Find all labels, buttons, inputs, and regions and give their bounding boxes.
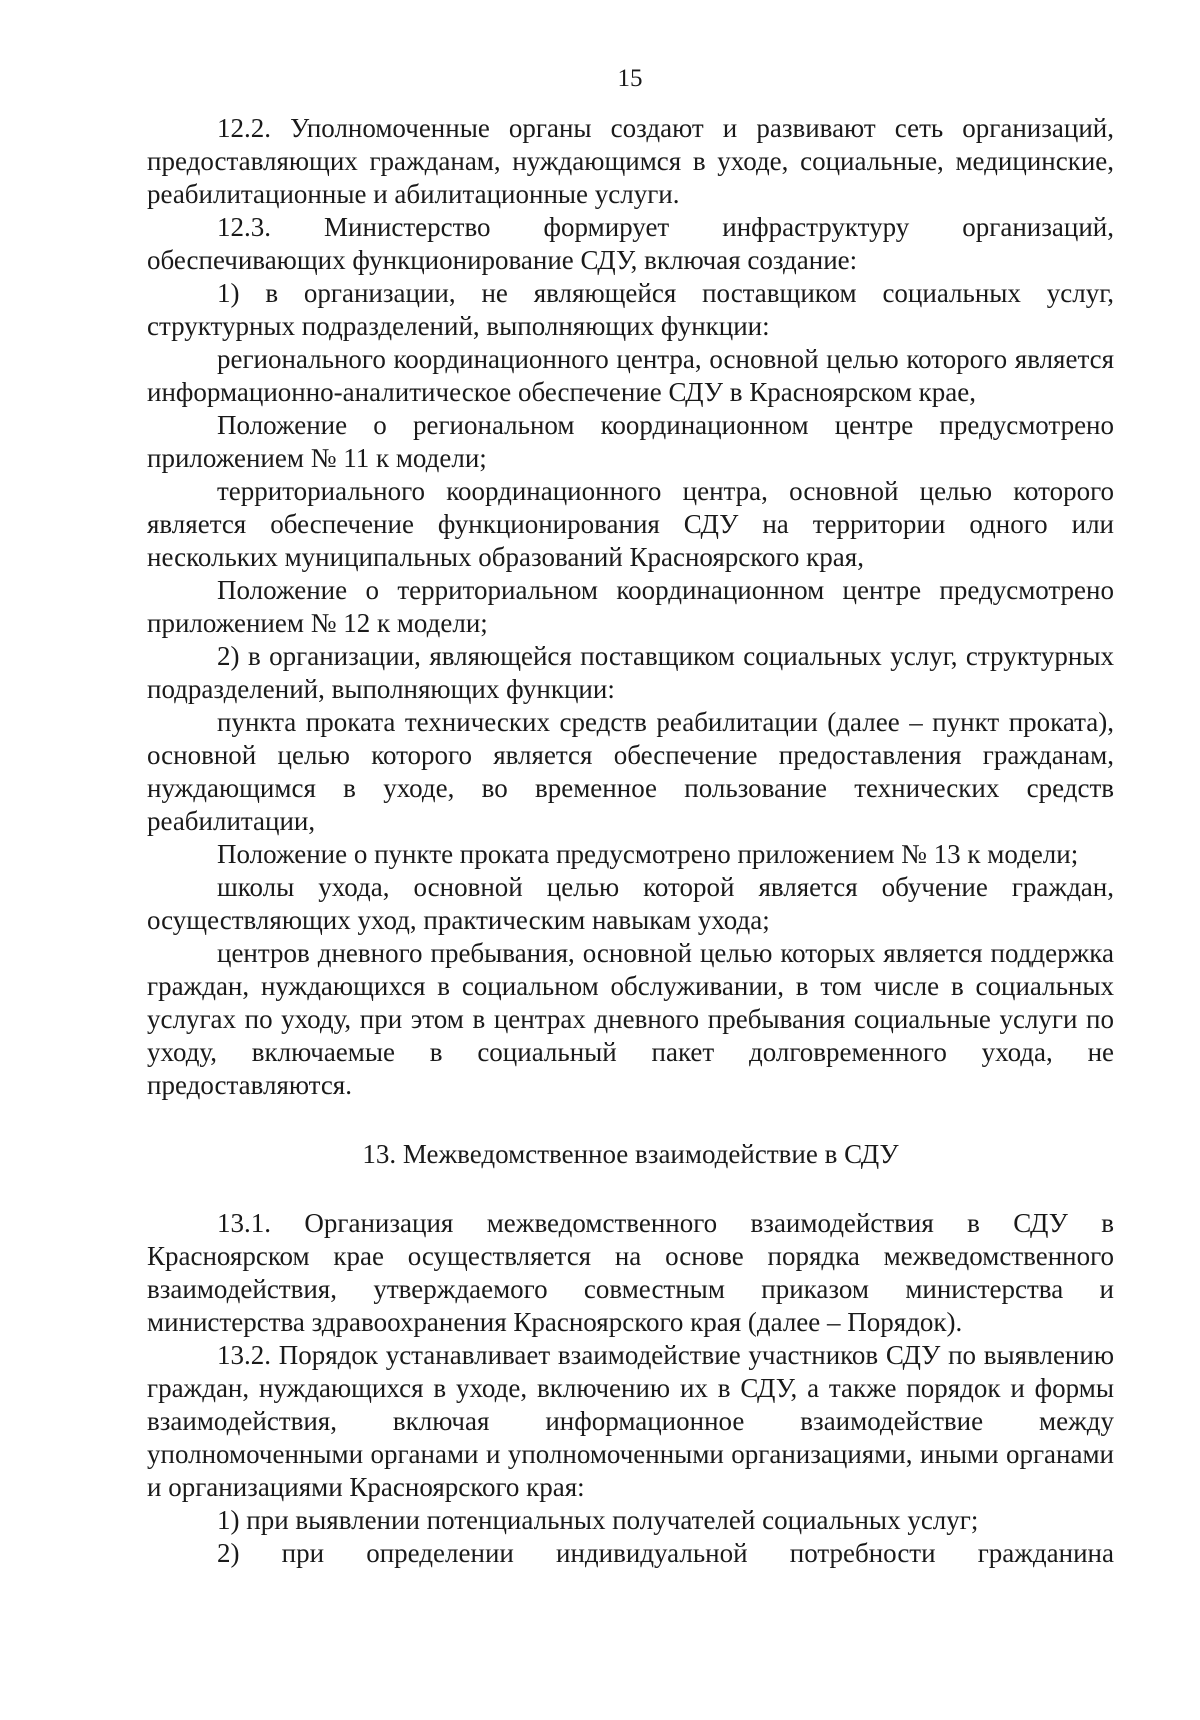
paragraph: 1) при выявлении потенциальных получателей социальных услуг; [217, 1505, 979, 1535]
paragraph: 1) в организации, не являющейся поставщиком социальных услуг, структурных подразделений, выполняющих функции: [147, 278, 1114, 341]
paragraph: Положение о территориальном координационном центре предусмотрено приложением № 12 к модели; [147, 575, 1114, 638]
paragraph: 13.1. Организация межведомственного взаимодействия в СДУ в Красноярском крае осуществляется на основе порядка межведомственного взаимодействия, утверждаемого совместным приказом министерства и министерства здравоохранения Красноярского края (далее – Порядок). [147, 1208, 1114, 1337]
paragraph: 13.2. Порядок устанавливает взаимодействие участников СДУ по выявлению граждан, нуждающихся в уходе, включению их в СДУ, а также порядок и формы взаимодействия, включая информационное взаимодействие между уполномоченными органами и уполномоченными организациями, иными органами и организациями Красноярского края: [147, 1340, 1114, 1502]
section-heading: 13. Межведомственное взаимодействие в СДУ [362, 1139, 899, 1169]
paragraph: регионального координационного центра, основной целью которого является информационно-аналитическое обеспечение СДУ в Красноярском крае, [147, 344, 1114, 407]
paragraph: 2) при определении индивидуальной потребности гражданина [217, 1538, 1114, 1568]
paragraph: школы ухода, основной целью которой является обучение граждан, осуществляющих уход, практическим навыкам ухода; [147, 872, 1114, 935]
paragraph: 12.2. Уполномоченные органы создают и развивают сеть организаций, предоставляющих гражданам, нуждающимся в уходе, социальные, медицинские, реабилитационные и абилитационные услуги. [147, 113, 1114, 209]
paragraph: Положение о пункте проката предусмотрено приложением № 13 к модели; [217, 839, 1079, 869]
page-number: 15 [617, 65, 643, 92]
paragraph: центров дневного пребывания, основной целью которых является поддержка граждан, нуждающихся в социальном обслуживании, в том числе в социальных услугах по уходу, при этом в центрах дневного пребывания социальные услуги по уходу, включаемые в социальный пакет долговременного ухода, не предоставляются. [147, 938, 1114, 1100]
paragraph: пункта проката технических средств реабилитации (далее – пункт проката), основной целью которого является обеспечение предоставления гражданам, нуждающимся в уходе, во временное пользование технических средств реабилитации, [147, 707, 1114, 836]
paragraph: 2) в организации, являющейся поставщиком социальных услуг, структурных подразделений, выполняющих функции: [147, 641, 1114, 704]
paragraph: Положение о региональном координационном центре предусмотрено приложением № 11 к модели; [147, 410, 1114, 473]
document-body [147, 112, 1114, 1570]
paragraph: территориального координационного центра, основной целью которого является обеспечение функционирования СДУ на территории одного или нескольких муниципальных образований Красноярского края, [147, 476, 1114, 572]
paragraph: 12.3. Министерство формирует инфраструктуру организаций, обеспечивающих функционирование СДУ, включая создание: [147, 212, 1114, 275]
